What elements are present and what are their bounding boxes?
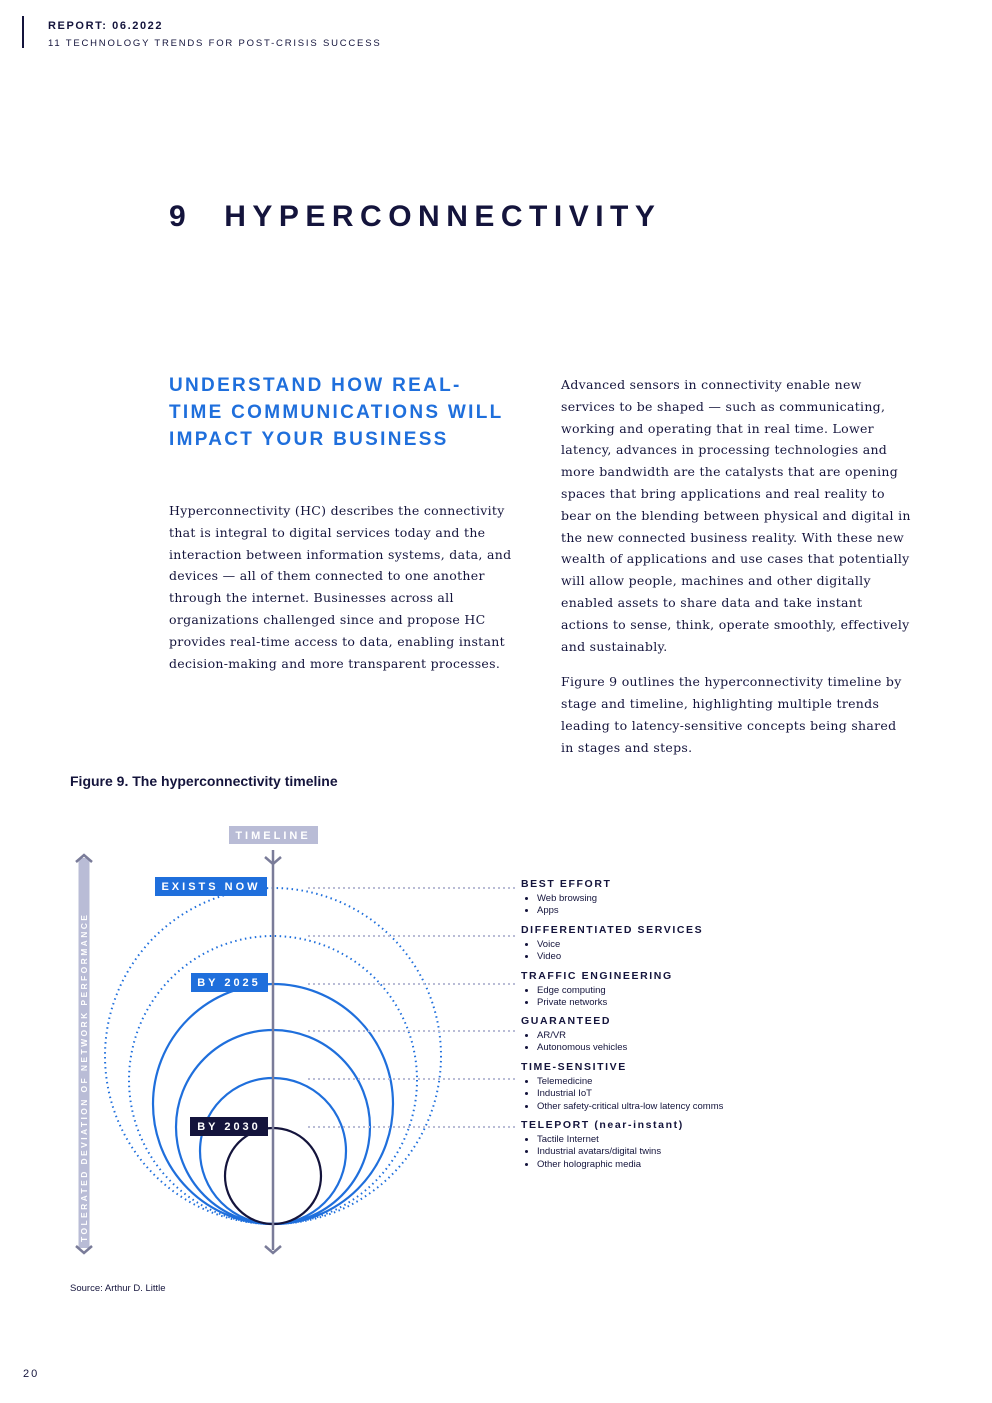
legend-item: • Autonomous vehicles bbox=[537, 1042, 821, 1054]
report-subtitle: 11 TECHNOLOGY TRENDS FOR POST-CRISIS SUCCESS bbox=[48, 38, 382, 49]
legend-differentiated-services bbox=[521, 924, 821, 964]
stage-label-exists-now: EXISTS NOW bbox=[161, 881, 261, 893]
legend-item: • Voice bbox=[537, 939, 821, 951]
legend-guaranteed bbox=[521, 1015, 821, 1055]
legend-item: • Tactile Internet bbox=[537, 1134, 821, 1146]
stage-label-2030: BY 2030 bbox=[197, 1121, 261, 1133]
legend-item: • Industrial avatars/digital twins bbox=[537, 1146, 821, 1158]
right-paragraph-1: Advanced sensors in connectivity enable new services to be shaped — such as communicating, working and operating that in real time. Lower latency, advances in processing technologies and more bandwidth are the catalysts that are opening spaces that bring applications and real reality to bear on the blending between physical and digital in the new connected business reality. With these new wealth of applications and use cases that potentially will allow people, machines and other digitally enabled assets to share data and take instant actions to sense, think, operate smoothly, effectively and sustainably. bbox=[561, 377, 911, 654]
legend-item: • Other safety-critical ultra-low latency comms bbox=[537, 1101, 821, 1113]
intro-paragraph: Hyperconnectivity (HC) describes the connectivity that is integral to digital services today and the interaction between information systems, data, and devices — all of them connected to one another through the internet. Businesses across all organizations challenged since and propose HC provides real-time access to data, enabling instant decision-making and more transparent processes. bbox=[169, 503, 512, 671]
legend-time-sensitive bbox=[521, 1061, 821, 1113]
report-label: REPORT: 06.2022 bbox=[48, 20, 164, 32]
legend-item: • Private networks bbox=[537, 997, 821, 1009]
legend-category: BEST EFFORT bbox=[521, 878, 612, 890]
legend-item: • Edge computing bbox=[537, 985, 821, 997]
chapter-title bbox=[169, 200, 661, 234]
chapter-number: 9 bbox=[169, 200, 193, 233]
legend-item: • Industrial IoT bbox=[537, 1088, 821, 1100]
legend-category: DIFFERENTIATED SERVICES bbox=[521, 924, 704, 936]
legend-item: • AR/VR bbox=[537, 1030, 821, 1042]
legend-traffic-engineering bbox=[521, 970, 821, 1010]
legend-category: TELEPORT (near-instant) bbox=[521, 1119, 684, 1131]
header-accent-bar bbox=[22, 16, 24, 48]
legend-item: • Web browsing bbox=[537, 893, 821, 905]
right-column bbox=[561, 374, 913, 773]
leader-lines bbox=[308, 888, 515, 1127]
figure-title: Figure 9. The hyperconnectivity timeline bbox=[70, 773, 338, 789]
legend-item: • Telemedicine bbox=[537, 1076, 821, 1088]
legend-category: TIME-SENSITIVE bbox=[521, 1061, 627, 1073]
timeline-label: TIMELINE bbox=[235, 830, 311, 842]
legend-category: GUARANTEED bbox=[521, 1015, 612, 1027]
tolerance-axis-label: TOLERATED DEVIATION OF NETWORK PERFORMANCE bbox=[79, 912, 89, 1242]
stage-label-2025: BY 2025 bbox=[197, 977, 261, 989]
legend-category: TRAFFIC ENGINEERING bbox=[521, 970, 673, 982]
legend-teleport bbox=[521, 1119, 821, 1171]
right-paragraph-2: Figure 9 outlines the hyperconnectivity timeline by stage and timeline, highlighting multiple trends leading to latency-sensitive concepts being shared in stages and steps. bbox=[561, 674, 902, 755]
figure-source: Source: Arthur D. Little bbox=[70, 1283, 166, 1294]
section-subheading: UNDERSTAND HOW REAL-TIME COMMUNICATIONS WILL IMPACT YOUR BUSINESS bbox=[169, 375, 504, 450]
legend-item: • Video bbox=[537, 951, 821, 963]
legend-best-effort bbox=[521, 878, 821, 918]
chapter-name: HYPERCONNECTIVITY bbox=[224, 200, 662, 233]
timeline-diagram bbox=[60, 820, 520, 1270]
page-number: 20 bbox=[23, 1368, 40, 1380]
legend-item: • Apps bbox=[537, 905, 821, 917]
legend-item: • Other holographic media bbox=[537, 1159, 821, 1171]
